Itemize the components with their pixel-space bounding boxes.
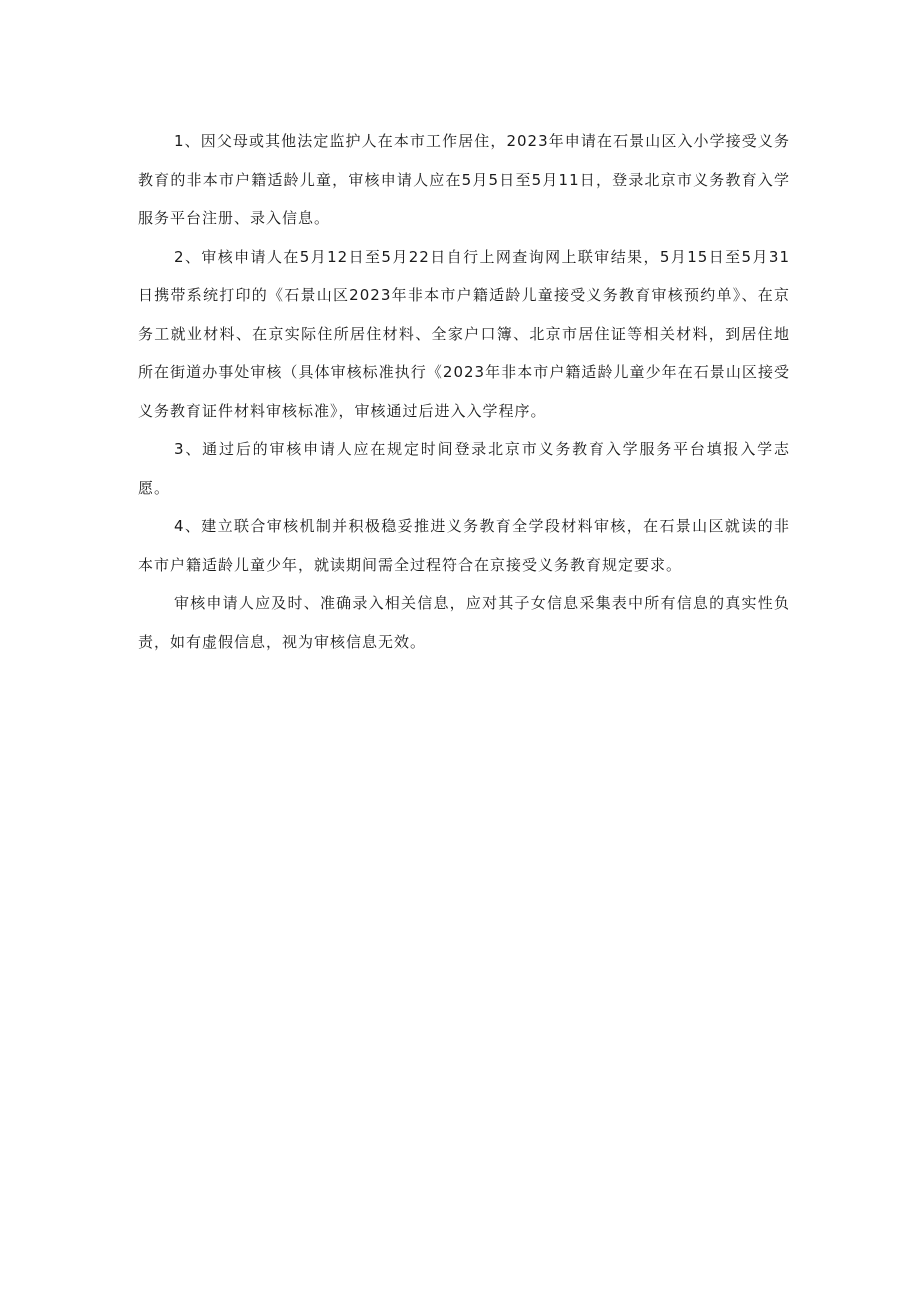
paragraph-item-2: 2、审核申请人在5月12日至5月22日自行上网查询网上联审结果，5月15日至5月31日携带系统打印的《石景山区2023年非本市户籍适龄儿童接受义务教育审核预约单》、在京务工就业材料、在京实际住所居住材料、全家户口簿、北京市居住证等相关材料，到居住地所在街道办事处审核（具体审核标准执行《2023年非本市户籍适龄儿童少年在石景山区接受义务教育证件材料审核标准》，审核通过后进入入学程序。 [138,247,790,420]
paragraph-item-4: 4、建立联合审核机制并积极稳妥推进义务教育全学段材料审核，在石景山区就读的非本市户籍适龄儿童少年，就读期间需全过程符合在京接受义务教育规定要求。 [138,517,790,574]
document-body [138,122,790,661]
paragraph-item-1: 1、因父母或其他法定监护人在本市工作居住，2023年申请在石景山区入小学接受义务教育的非本市户籍适龄儿童，审核申请人应在5月5日至5月11日，登录北京市义务教育入学服务平台注册、录入信息。 [138,132,790,227]
paragraph-note: 审核申请人应及时、准确录入相关信息，应对其子女信息采集表中所有信息的真实性负责，如有虚假信息，视为审核信息无效。 [138,594,790,651]
paragraph-item-3: 3、通过后的审核申请人应在规定时间登录北京市义务教育入学服务平台填报入学志愿。 [138,440,790,497]
